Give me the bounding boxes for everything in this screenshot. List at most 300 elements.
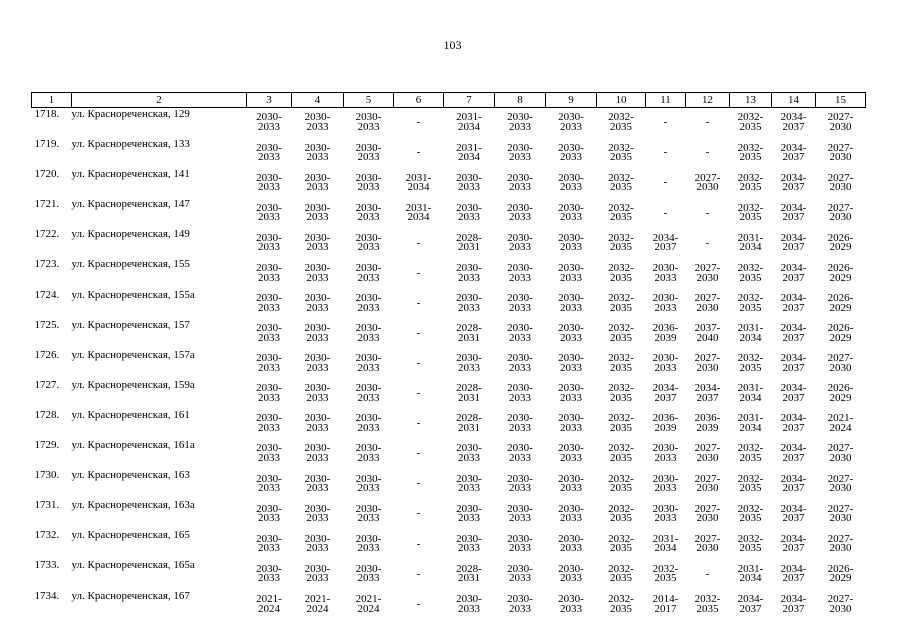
- cell-value: 2032- 2035: [608, 141, 634, 164]
- cell-value: 2030- 2033: [456, 171, 482, 194]
- cell-value: 2032- 2035: [608, 412, 634, 434]
- cell-value: 2032- 2035: [608, 472, 634, 495]
- cell-value: -: [416, 447, 421, 460]
- cell-value: 2030- 2033: [256, 502, 282, 525]
- cell-value: 2027- 2030: [694, 472, 721, 495]
- cell-value: 2027- 2030: [694, 352, 721, 374]
- cell-col-10: [597, 168, 646, 198]
- cell-value: 2030- 2033: [507, 412, 533, 434]
- cell-col-13: [730, 198, 772, 228]
- row-address: ул. Краснореченская, 129: [71, 108, 190, 120]
- row-address: ул. Краснореченская, 141: [71, 168, 190, 181]
- cell-col-4: [292, 289, 344, 319]
- column-header-10: 10: [597, 93, 646, 108]
- cell-col-10: [597, 529, 646, 559]
- cell-value: 2032- 2035: [737, 141, 764, 164]
- row-number: 1725.: [34, 318, 60, 331]
- column-header-6: 6: [394, 93, 444, 108]
- cell-col-13: [730, 559, 772, 589]
- cell-col-15: [816, 590, 866, 620]
- cell-value: 2034- 2037: [694, 382, 721, 404]
- cell-col-10: [597, 379, 646, 409]
- cell-value: 2030- 2033: [256, 562, 282, 585]
- row-address: ул. Краснореченская, 157: [71, 318, 190, 331]
- table-row: [32, 319, 866, 349]
- column-header-9: 9: [546, 93, 597, 108]
- cell-value: 2027- 2030: [694, 261, 721, 284]
- cell-value: 2031- 2034: [405, 171, 432, 194]
- cell-value: 2027- 2030: [827, 201, 854, 224]
- cell-value: 2027- 2030: [827, 352, 854, 374]
- cell-col-5: [344, 469, 394, 499]
- table-row: [32, 138, 866, 168]
- cell-col-12: [686, 469, 730, 499]
- cell-value: 2032- 2035: [608, 231, 634, 254]
- cell-value: 2030- 2033: [355, 412, 382, 434]
- row-number: 1720.: [34, 168, 60, 181]
- cell-value: 2030- 2033: [304, 261, 331, 284]
- table-row: [32, 108, 866, 139]
- cell-col-6: [394, 379, 444, 409]
- cell-col-3: [247, 138, 292, 168]
- cell-col-5: [344, 289, 394, 319]
- cell-col-4: [292, 469, 344, 499]
- cell-col-7: [444, 289, 495, 319]
- cell-value: 2034- 2037: [780, 141, 807, 164]
- cell-col-4: [292, 168, 344, 198]
- row-address: ул. Краснореченская, 155: [71, 258, 190, 271]
- cell-col-11: [646, 198, 686, 228]
- cell-col-9: [546, 258, 597, 288]
- cell-value: 2030- 2033: [507, 382, 533, 404]
- row-address: ул. Краснореченская, 163: [71, 469, 190, 482]
- cell-col-15: [816, 409, 866, 439]
- cell-value: 2034- 2037: [780, 171, 807, 194]
- cell-col-9: [546, 289, 597, 319]
- cell-value: -: [416, 567, 421, 580]
- cell-col-9: [546, 168, 597, 198]
- cell-col-10: [597, 258, 646, 288]
- cell-col-9: [546, 439, 597, 469]
- cell-value: -: [663, 116, 668, 129]
- cell-value: 2030- 2033: [652, 292, 679, 314]
- cell-col-4: [292, 499, 344, 529]
- cell-col-12: [686, 168, 730, 198]
- cell-col-14: [772, 529, 816, 559]
- cell-value: 2028- 2031: [456, 322, 482, 344]
- cell-value: 2027- 2030: [694, 532, 721, 555]
- cell-value: 2030- 2033: [256, 292, 282, 314]
- row-number: 1733.: [34, 559, 60, 572]
- cell-value: 2032- 2035: [737, 472, 764, 495]
- cell-col-8: [495, 439, 546, 469]
- cell-col-14: [772, 379, 816, 409]
- cell-col-10: [597, 349, 646, 379]
- table-body: [32, 108, 866, 620]
- cell-col-3: [247, 349, 292, 379]
- cell-value: 2030- 2033: [456, 472, 482, 495]
- cell-value: 2030- 2033: [256, 472, 282, 495]
- row-address: ул. Краснореченская, 161а: [71, 439, 195, 452]
- cell-col-9: [546, 590, 597, 620]
- cell-col-5: [344, 439, 394, 469]
- cell-value: 2036- 2039: [652, 412, 679, 434]
- cell-value: -: [416, 537, 421, 550]
- row-address: ул. Краснореченская, 163а: [71, 499, 195, 512]
- cell-col-15: [816, 168, 866, 198]
- cell-value: 2032- 2035: [737, 201, 764, 224]
- cell-col-7: [444, 499, 495, 529]
- cell-value: 2030- 2033: [304, 562, 331, 585]
- cell-col-13: [730, 439, 772, 469]
- cell-value: 2030- 2033: [355, 141, 382, 164]
- cell-col-5: [344, 379, 394, 409]
- cell-col-8: [495, 138, 546, 168]
- cell-col-12: [686, 349, 730, 379]
- cell-col-7: [444, 138, 495, 168]
- cell-col-6: [394, 590, 444, 620]
- cell-col-4: [292, 138, 344, 168]
- row-number: 1722.: [34, 228, 60, 241]
- column-header-4: 4: [292, 93, 344, 108]
- cell-col-15: [816, 108, 866, 139]
- cell-col-11: [646, 559, 686, 589]
- cell-col-10: [597, 228, 646, 258]
- cell-col-15: [816, 258, 866, 288]
- column-header-12: 12: [686, 93, 730, 108]
- cell-col-3: [247, 499, 292, 529]
- cell-value: 2030- 2033: [355, 261, 382, 284]
- cell-value: 2030- 2033: [507, 231, 533, 254]
- row-number: 1728.: [34, 408, 60, 421]
- cell-col-5: [344, 228, 394, 258]
- cell-col-6: [394, 258, 444, 288]
- cell-col-11: [646, 439, 686, 469]
- table-row: [32, 289, 866, 319]
- cell-col-3: [247, 559, 292, 589]
- cell-value: 2034- 2037: [780, 592, 807, 615]
- cell-value: 2032- 2035: [737, 532, 764, 555]
- cell-value: 2034- 2037: [780, 472, 807, 495]
- cell-value: 2030- 2033: [558, 171, 584, 194]
- cell-col-8: [495, 108, 546, 139]
- cell-col-5: [344, 499, 394, 529]
- cell-col-15: [816, 439, 866, 469]
- cell-col-10: [597, 499, 646, 529]
- cell-col-3: [247, 379, 292, 409]
- cell-col-3: [247, 469, 292, 499]
- cell-value: -: [416, 296, 421, 309]
- row-address: ул. Краснореченская, 165: [71, 529, 190, 542]
- cell-value: 2030- 2033: [558, 261, 584, 284]
- cell-value: 2030- 2033: [507, 171, 533, 194]
- cell-col-7: [444, 198, 495, 228]
- cell-value: 2032- 2035: [737, 502, 764, 525]
- page-number: 103: [443, 38, 462, 52]
- cell-value: 2034- 2037: [780, 292, 807, 314]
- cell-col-5: [344, 349, 394, 379]
- column-header-15: 15: [816, 93, 866, 108]
- cell-value: 2030- 2033: [558, 322, 584, 344]
- cell-value: 2034- 2037: [652, 382, 679, 404]
- cell-col-13: [730, 258, 772, 288]
- cell-value: -: [416, 507, 421, 520]
- cell-value: 2030- 2033: [558, 532, 584, 555]
- cell-value: 2034- 2037: [780, 261, 807, 284]
- cell-value: 2034- 2037: [780, 562, 807, 585]
- table-row: [32, 258, 866, 288]
- cell-col-4: [292, 590, 344, 620]
- cell-value: 2030- 2033: [256, 532, 282, 555]
- table-row: [32, 349, 866, 379]
- cell-col-6: [394, 439, 444, 469]
- cell-col-14: [772, 168, 816, 198]
- cell-value: -: [416, 326, 421, 339]
- cell-col-12: [686, 409, 730, 439]
- cell-col-7: [444, 379, 495, 409]
- cell-col-11: [646, 319, 686, 349]
- cell-col-3: [247, 108, 292, 139]
- cell-col-15: [816, 319, 866, 349]
- cell-value: 2026- 2029: [827, 382, 854, 404]
- row-address: ул. Краснореченская, 165а: [71, 559, 195, 572]
- table-row: [32, 198, 866, 228]
- cell-value: 2030- 2033: [256, 171, 282, 194]
- cell-col-11: [646, 138, 686, 168]
- cell-col-7: [444, 228, 495, 258]
- cell-value: -: [705, 116, 710, 129]
- cell-value: -: [663, 146, 668, 159]
- cell-value: 2030- 2033: [355, 111, 382, 134]
- cell-value: 2030- 2033: [558, 231, 584, 254]
- cell-value: 2032- 2035: [652, 562, 679, 585]
- cell-value: 2021- 2024: [827, 412, 854, 434]
- cell-col-11: [646, 258, 686, 288]
- cell-col-10: [597, 559, 646, 589]
- cell-col-6: [394, 289, 444, 319]
- cell-value: -: [416, 266, 421, 279]
- cell-value: -: [416, 597, 421, 610]
- cell-col-13: [730, 138, 772, 168]
- cell-col-3: [247, 590, 292, 620]
- cell-value: 2030- 2033: [652, 472, 679, 495]
- cell-col-13: [730, 289, 772, 319]
- cell-col-5: [344, 168, 394, 198]
- cell-value: 2032- 2035: [608, 201, 634, 224]
- cell-col-4: [292, 258, 344, 288]
- cell-col-15: [816, 379, 866, 409]
- cell-value: 2030- 2033: [304, 231, 331, 254]
- cell-col-9: [546, 559, 597, 589]
- cell-value: -: [705, 206, 710, 219]
- cell-col-3: [247, 168, 292, 198]
- cell-col-11: [646, 499, 686, 529]
- cell-col-13: [730, 108, 772, 139]
- cell-value: 2030- 2033: [456, 592, 482, 615]
- cell-value: 2030- 2033: [304, 171, 331, 194]
- cell-col-7: [444, 529, 495, 559]
- cell-col-8: [495, 228, 546, 258]
- cell-col-15: [816, 349, 866, 379]
- cell-col-9: [546, 319, 597, 349]
- cell-value: 2032- 2035: [737, 171, 764, 194]
- cell-value: 2030- 2033: [507, 532, 533, 555]
- column-header-1: 1: [32, 93, 72, 108]
- cell-value: 2014- 2017: [652, 592, 679, 615]
- cell-col-11: [646, 228, 686, 258]
- cell-col-15: [816, 138, 866, 168]
- cell-value: 2030- 2033: [304, 322, 331, 344]
- cell-value: 2032- 2035: [608, 592, 634, 615]
- table-row: [32, 379, 866, 409]
- cell-col-15: [816, 499, 866, 529]
- cell-col-12: [686, 198, 730, 228]
- column-header-3: 3: [247, 93, 292, 108]
- cell-col-7: [444, 469, 495, 499]
- cell-value: 2034- 2037: [780, 532, 807, 555]
- cell-col-6: [394, 228, 444, 258]
- cell-col-4: [292, 108, 344, 139]
- cell-col-7: [444, 409, 495, 439]
- cell-value: 2030- 2033: [304, 502, 331, 525]
- cell-col-9: [546, 529, 597, 559]
- cell-value: 2030- 2033: [256, 352, 282, 374]
- row-address: ул. Краснореченская, 149: [71, 228, 190, 241]
- cell-col-3: [247, 409, 292, 439]
- column-header-2: 2: [72, 93, 247, 108]
- cell-value: 2030- 2033: [507, 562, 533, 585]
- cell-value: 2030- 2033: [355, 562, 382, 585]
- cell-col-8: [495, 168, 546, 198]
- cell-value: 2027- 2030: [827, 532, 854, 555]
- cell-value: 2034- 2037: [780, 201, 807, 224]
- table-row: [32, 409, 866, 439]
- cell-value: 2031- 2034: [456, 111, 482, 134]
- cell-value: 2030- 2033: [558, 502, 584, 525]
- cell-value: 2030- 2033: [558, 412, 584, 434]
- cell-col-12: [686, 559, 730, 589]
- cell-col-10: [597, 289, 646, 319]
- cell-value: 2032- 2035: [737, 261, 764, 284]
- cell-value: -: [663, 206, 668, 219]
- cell-col-10: [597, 409, 646, 439]
- cell-value: 2030- 2033: [507, 292, 533, 314]
- cell-value: 2030- 2033: [507, 261, 533, 284]
- cell-value: 2030- 2033: [558, 472, 584, 495]
- cell-value: 2031- 2034: [737, 382, 764, 404]
- cell-value: 2030- 2033: [507, 322, 533, 344]
- cell-value: 2030- 2033: [456, 352, 482, 374]
- row-address: ул. Краснореченская, 155а: [71, 288, 195, 301]
- cell-value: 2030- 2033: [355, 442, 382, 465]
- cell-col-3: [247, 198, 292, 228]
- cell-value: 2031- 2034: [405, 201, 432, 224]
- cell-value: 2030- 2033: [507, 141, 533, 164]
- cell-col-14: [772, 289, 816, 319]
- cell-value: 2032- 2035: [694, 592, 721, 615]
- cell-value: 2030- 2033: [507, 352, 533, 374]
- cell-value: 2032- 2035: [608, 322, 634, 344]
- cell-col-4: [292, 379, 344, 409]
- cell-col-6: [394, 559, 444, 589]
- cell-value: 2034- 2037: [780, 442, 807, 465]
- cell-col-10: [597, 108, 646, 139]
- cell-col-13: [730, 409, 772, 439]
- cell-value: -: [416, 116, 421, 129]
- row-number: 1732.: [34, 529, 60, 542]
- cell-col-15: [816, 289, 866, 319]
- cell-col-13: [730, 168, 772, 198]
- cell-value: 2030- 2033: [507, 502, 533, 525]
- cell-value: -: [705, 236, 710, 249]
- cell-col-14: [772, 409, 816, 439]
- cell-value: 2030- 2033: [256, 201, 282, 224]
- row-address: ул. Краснореченская, 133: [71, 138, 190, 151]
- table-row: [32, 168, 866, 198]
- cell-col-3: [247, 529, 292, 559]
- cell-col-8: [495, 529, 546, 559]
- cell-col-6: [394, 349, 444, 379]
- cell-col-9: [546, 138, 597, 168]
- cell-value: 2030- 2033: [456, 201, 482, 224]
- cell-value: 2030- 2033: [355, 532, 382, 555]
- cell-col-7: [444, 319, 495, 349]
- table-row: [32, 228, 866, 258]
- cell-col-12: [686, 439, 730, 469]
- cell-value: 2031- 2034: [737, 322, 764, 344]
- row-number: 1729.: [34, 439, 60, 452]
- cell-col-14: [772, 349, 816, 379]
- cell-col-9: [546, 349, 597, 379]
- cell-value: 2030- 2033: [355, 201, 382, 224]
- cell-value: 2030- 2033: [256, 442, 282, 465]
- cell-value: 2034- 2037: [780, 322, 807, 344]
- cell-value: 2030- 2033: [304, 442, 331, 465]
- cell-col-4: [292, 529, 344, 559]
- cell-value: 2031- 2034: [652, 532, 679, 555]
- cell-value: 2030- 2033: [456, 261, 482, 284]
- row-number: 1723.: [34, 258, 60, 271]
- cell-col-4: [292, 409, 344, 439]
- cell-col-7: [444, 108, 495, 139]
- row-number: 1724.: [34, 288, 60, 301]
- column-header-11: 11: [646, 93, 686, 108]
- cell-col-3: [247, 319, 292, 349]
- cell-col-12: [686, 499, 730, 529]
- cell-value: 2021- 2024: [355, 592, 382, 615]
- cell-col-5: [344, 319, 394, 349]
- cell-col-10: [597, 469, 646, 499]
- cell-col-12: [686, 379, 730, 409]
- cell-value: 2032- 2035: [608, 171, 634, 194]
- cell-col-12: [686, 138, 730, 168]
- cell-value: 2030- 2033: [507, 592, 533, 615]
- cell-value: 2030- 2033: [355, 292, 382, 314]
- cell-value: 2030- 2033: [558, 352, 584, 374]
- cell-col-14: [772, 258, 816, 288]
- cell-col-9: [546, 198, 597, 228]
- cell-value: 2028- 2031: [456, 562, 482, 585]
- cell-col-4: [292, 559, 344, 589]
- table-row: [32, 590, 866, 620]
- cell-col-5: [344, 138, 394, 168]
- cell-value: -: [416, 387, 421, 400]
- cell-col-6: [394, 469, 444, 499]
- cell-value: 2027- 2030: [827, 472, 854, 495]
- cell-value: 2030- 2033: [304, 292, 331, 314]
- cell-value: 2030- 2033: [507, 111, 533, 134]
- cell-value: 2032- 2035: [737, 292, 764, 314]
